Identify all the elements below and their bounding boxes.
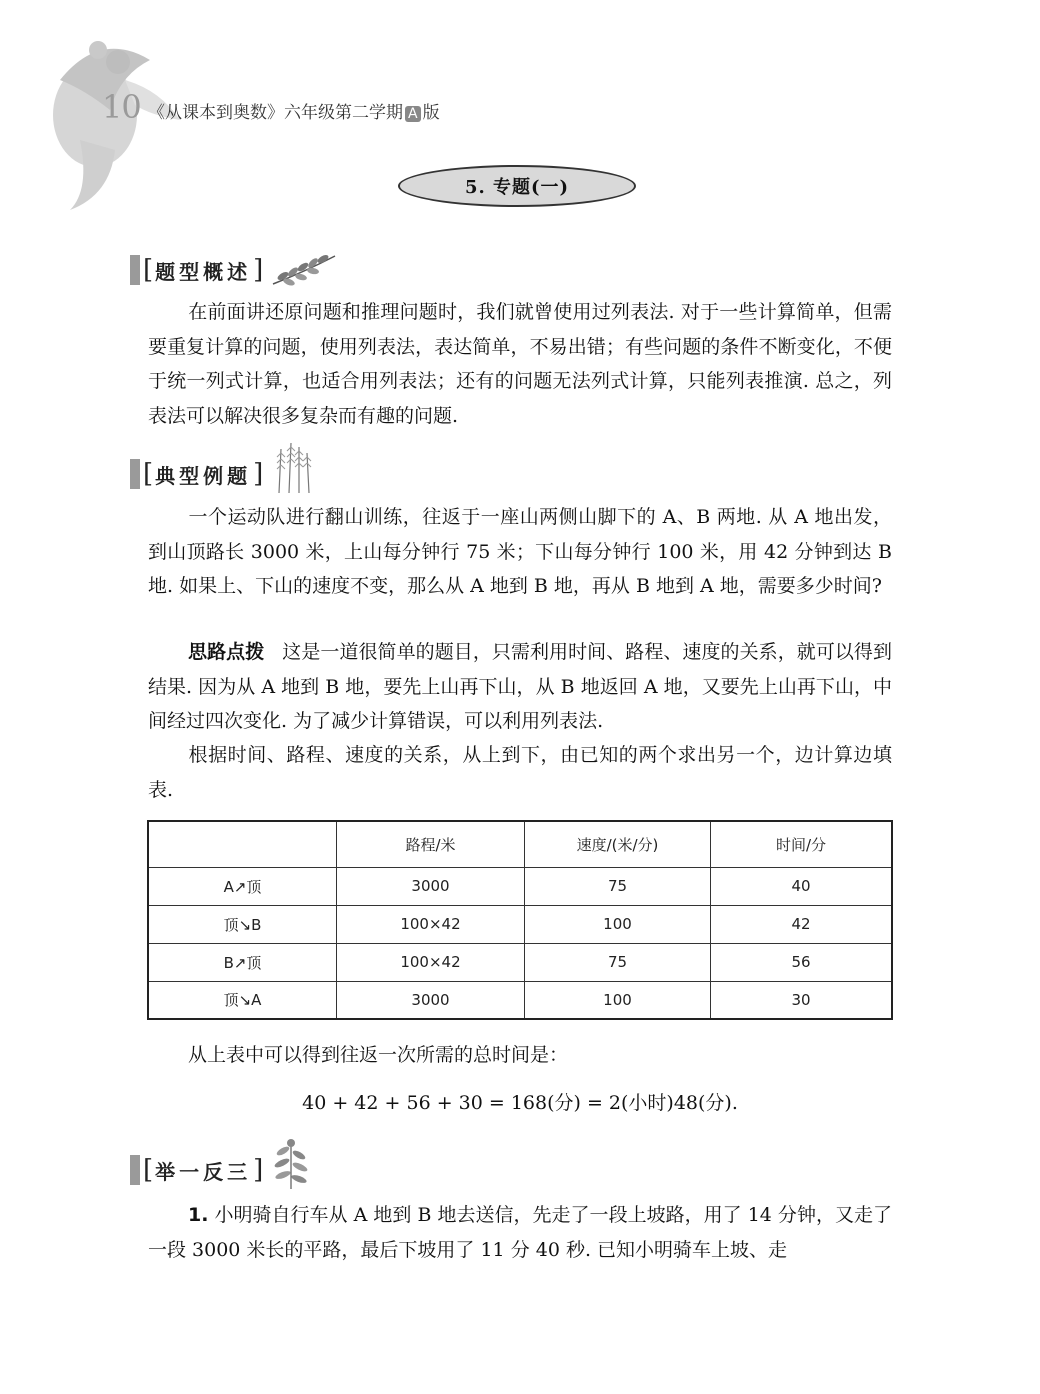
table-header-cell: 时间/分 xyxy=(711,821,893,867)
bracket-close: ] xyxy=(253,255,264,285)
table-cell: 顶↘A xyxy=(148,981,337,1019)
practice-problem-1 xyxy=(148,1198,892,1267)
table-cell: 30 xyxy=(711,981,893,1019)
page-number: 10 xyxy=(102,88,141,126)
section-header-practice xyxy=(130,1153,313,1187)
data-table xyxy=(147,820,893,1020)
method-text: 根据时间、路程、速度的关系，从上到下，由已知的两个求出另一个，边计算边填表. xyxy=(148,744,892,801)
table-cell: 顶↘B xyxy=(148,905,337,943)
method-paragraph xyxy=(148,738,892,807)
bracket-close: ] xyxy=(253,1155,264,1185)
section-title-overview: 题型概述 xyxy=(155,259,252,284)
bracket-close: ] xyxy=(253,459,264,489)
section-header-overview xyxy=(130,253,339,287)
table-row xyxy=(148,867,892,905)
example-problem-text: 一个运动队进行翻山训练，往返于一座山两侧山脚下的 A、B 两地. 从 A 地出发，到山顶路长 3000 米，上山每分钟行 75 米；下山每分钟行 100 米，用 42 分钟到达 B 地. 如果上、下山的速度不变，那么从 A 地到 B 地，再从 B 地到 A 地，需要多少时间? xyxy=(148,506,892,597)
bracket-open: [ xyxy=(143,255,154,285)
section-title-practice: 举一反三 xyxy=(155,1159,252,1184)
hint-text: 这是一道很简单的题目，只需利用时间、路程、速度的关系，就可以得到结果. 因为从 A 地到 B 地，要先上山再下山，从 B 地返回 A 地，又要先上山再下山，中间经过四次变化. 为了减少计算错误，可以利用列表法. xyxy=(148,641,892,732)
leaf-branch-icon xyxy=(269,252,339,288)
problem-number: 1. xyxy=(188,1204,209,1226)
table-cell: 100 xyxy=(525,981,711,1019)
overview-text: 在前面讲还原问题和推理问题时，我们就曾使用过列表法. 对于一些计算简单，但需要重复计算的问题，使用列表法，表达简单，不易出错；有些问题的条件不断变化，不便于统一列式计算，也适合用列表法；还有的问题无法列式计算，只能列表推演. 总之，列表法可以解决很多复杂而有趣的问题. xyxy=(148,301,892,427)
table-header-cell xyxy=(148,821,337,867)
table-header-cell: 路程/米 xyxy=(337,821,525,867)
section-header-example xyxy=(130,457,319,491)
table-cell: A↗顶 xyxy=(148,867,337,905)
table-header-row xyxy=(148,821,892,867)
herb-plant-icon xyxy=(269,1135,313,1191)
bracket-open: [ xyxy=(143,459,154,489)
table-cell: B↗顶 xyxy=(148,943,337,981)
conclusion-text: 从上表中可以得到往返一次所需的总时间是： xyxy=(188,1044,569,1066)
edition-badge: A xyxy=(405,106,421,122)
table-row xyxy=(148,943,892,981)
table-cell: 3000 xyxy=(337,981,525,1019)
section-marker-bar xyxy=(130,255,140,285)
table-cell: 100 xyxy=(525,905,711,943)
table-cell: 3000 xyxy=(337,867,525,905)
practice-problem-text: 小明骑自行车从 A 地到 B 地去送信，先走了一段上坡路，用了 14 分钟，又走了一段 3000 米长的平路，最后下坡用了 11 分 40 秒. 已知小明骑车上坡、走 xyxy=(148,1204,892,1261)
wheat-plant-icon xyxy=(269,439,319,495)
overview-paragraph xyxy=(148,295,892,433)
table-cell: 100×42 xyxy=(337,943,525,981)
bracket-open: [ xyxy=(143,1155,154,1185)
table-header-cell: 速度/(米/分) xyxy=(525,821,711,867)
section-marker-bar xyxy=(130,1155,140,1185)
edition-suffix: 版 xyxy=(422,103,440,123)
book-title-text: 《从课本到奥数》六年级第二学期 xyxy=(148,103,403,123)
table-cell: 75 xyxy=(525,867,711,905)
section-marker-bar xyxy=(130,459,140,489)
section-title-example: 典型例题 xyxy=(155,463,252,488)
table-row xyxy=(148,981,892,1019)
table-cell: 42 xyxy=(711,905,893,943)
hint-label: 思路点拨 xyxy=(188,641,265,663)
table-row xyxy=(148,905,892,943)
table-cell: 56 xyxy=(711,943,893,981)
example-problem xyxy=(148,500,892,604)
total-time-formula: 40 + 42 + 56 + 30 = 168(分) = 2(小时)48(分). xyxy=(302,1092,738,1114)
book-title xyxy=(148,98,440,123)
table-cell: 40 xyxy=(711,867,893,905)
hint-paragraph xyxy=(148,635,892,739)
table-cell: 75 xyxy=(525,943,711,981)
topic-title: 5. 专题(一) xyxy=(398,165,636,207)
conclusion-paragraph xyxy=(148,1038,892,1073)
table-cell: 100×42 xyxy=(337,905,525,943)
